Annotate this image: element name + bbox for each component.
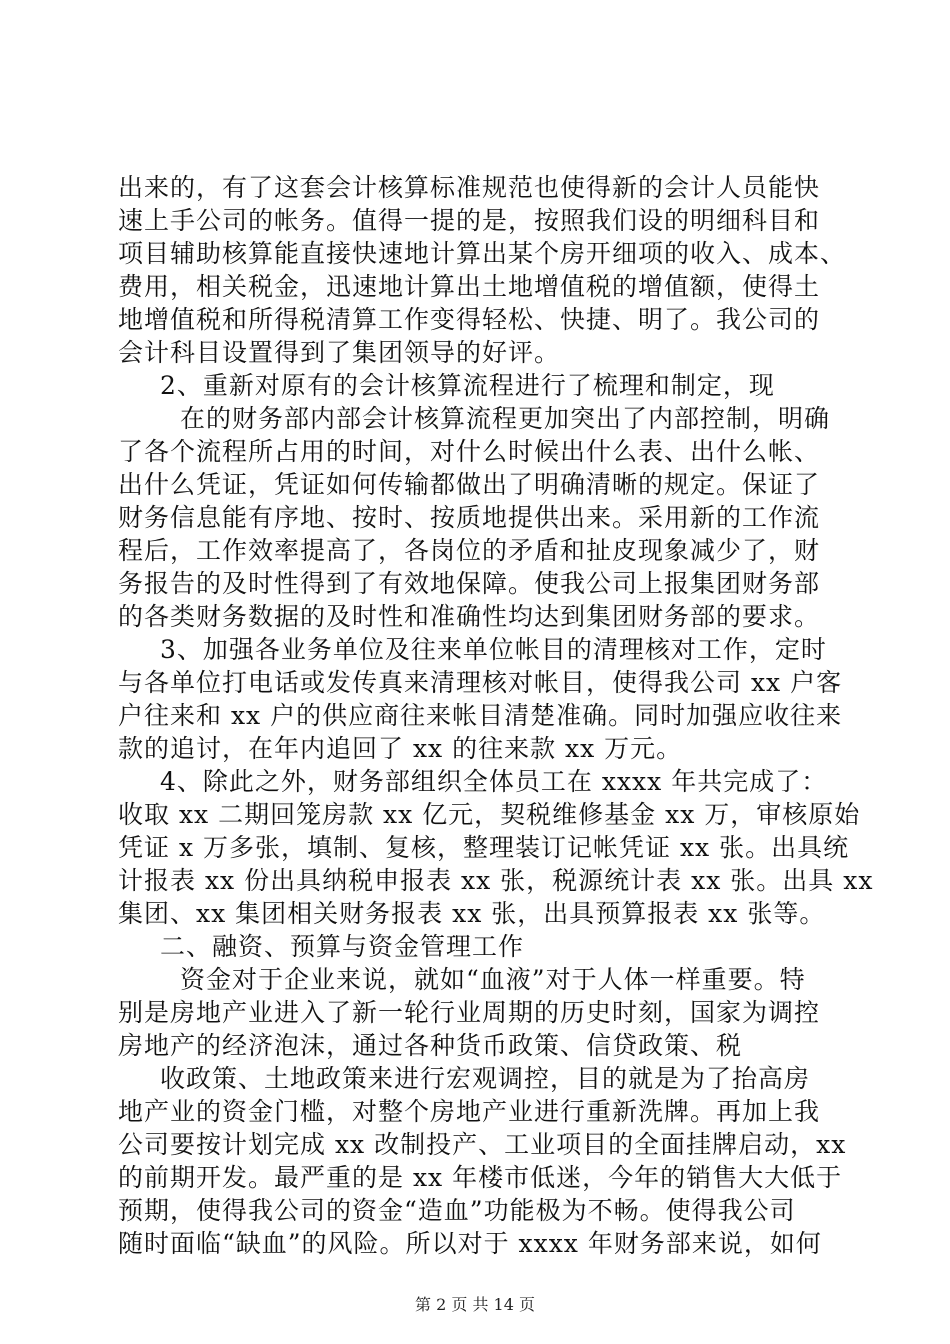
body-text-line: 预期，使得我公司的资金“造血”功能极为不畅。使得我公司 [118,1196,796,1225]
body-text-line: 随时面临“缺血”的风险。所以对于 xxxx 年财务部来说，如何 [118,1229,822,1258]
body-text-line: 出来的，有了这套会计核算标准规范也使得新的会计人员能快 [118,173,821,202]
page-number-footer: 第 2 页 共 14 页 [415,1295,535,1314]
body-text-line: 费用，相关税金，迅速地计算出土地增值税的增值额，使得土 [118,272,821,301]
body-text-line: 收政策、土地政策来进行宏观调控，目的就是为了抬高房 [160,1064,811,1093]
body-text-line: 收取 xx 二期回笼房款 xx 亿元，契税维修基金 xx 万，审核原始 [118,800,861,829]
body-text-line: 项目辅助核算能直接快速地计算出某个房开细项的收入、成本、 [118,239,847,268]
body-text-line: 凭证 x 万多张，填制、复核，整理装订记帐凭证 xx 张。出具统 [118,833,850,862]
body-text-line: 财务信息能有序地、按时、按质地提供出来。采用新的工作流 [118,503,821,532]
body-text-line: 别是房地产业进入了新一轮行业周期的历史时刻，国家为调控 [118,998,821,1027]
body-text-line: 的各类财务数据的及时性和准确性均达到集团财务部的要求。 [118,602,821,631]
numbered-paragraph-3: 3、加强各业务单位及往来单位帐目的清理核对工作，定时 [160,635,827,664]
body-text-line: 在的财务部内部会计核算流程更加突出了内部控制，明确 [180,404,831,433]
body-text-line: 会计科目设置得到了集团领导的好评。 [118,338,561,367]
numbered-paragraph-2: 2、重新对原有的会计核算流程进行了梳理和制定，现 [160,371,775,400]
body-text-line: 房地产的经济泡沫，通过各种货币政策、信贷政策、税 [118,1031,743,1060]
body-text-line: 务报告的及时性得到了有效地保障。使我公司上报集团财务部 [118,569,821,598]
numbered-paragraph-4: 4、除此之外，财务部组织全体员工在 xxxx 年共完成了： [160,767,828,796]
body-text-line: 了各个流程所占用的时间，对什么时候出什么表、出什么帐、 [118,437,821,466]
body-text-line: 速上手公司的帐务。值得一提的是，按照我们设的明细科目和 [118,206,821,235]
body-text-line: 款的追讨，在年内追回了 xx 的往来款 xx 万元。 [118,734,683,763]
body-text-line: 集团、xx 集团相关财务报表 xx 张，出具预算报表 xx 张等。 [118,899,826,928]
body-text-line: 地产业的资金门槛，对整个房地产业进行重新洗牌。再加上我 [118,1097,821,1126]
body-text-line: 与各单位打电话或发传真来清理核对帐目，使得我公司 xx 户客 [118,668,843,697]
body-text-line: 程后，工作效率提高了，各岗位的矛盾和扯皮现象减少了，财 [118,536,821,565]
body-text-line: 公司要按计划完成 xx 改制投产、工业项目的全面挂牌启动，xx [118,1130,847,1159]
body-text-line: 出什么凭证，凭证如何传输都做出了明确清晰的规定。保证了 [118,470,821,499]
section-heading: 二、融资、预算与资金管理工作 [160,932,525,961]
body-text-line: 的前期开发。最严重的是 xx 年楼市低迷，今年的销售大大低于 [118,1163,843,1192]
body-text-line: 地增值税和所得税清算工作变得轻松、快捷、明了。我公司的 [118,305,821,334]
body-text-line: 计报表 xx 份出具纳税申报表 xx 张，税源统计表 xx 张。出具 xx [118,866,874,895]
body-text-line: 户往来和 xx 户的供应商往来帐目清楚准确。同时加强应收往来 [118,701,843,730]
body-text-line: 资金对于企业来说，就如“血液”对于人体一样重要。特 [180,965,806,994]
